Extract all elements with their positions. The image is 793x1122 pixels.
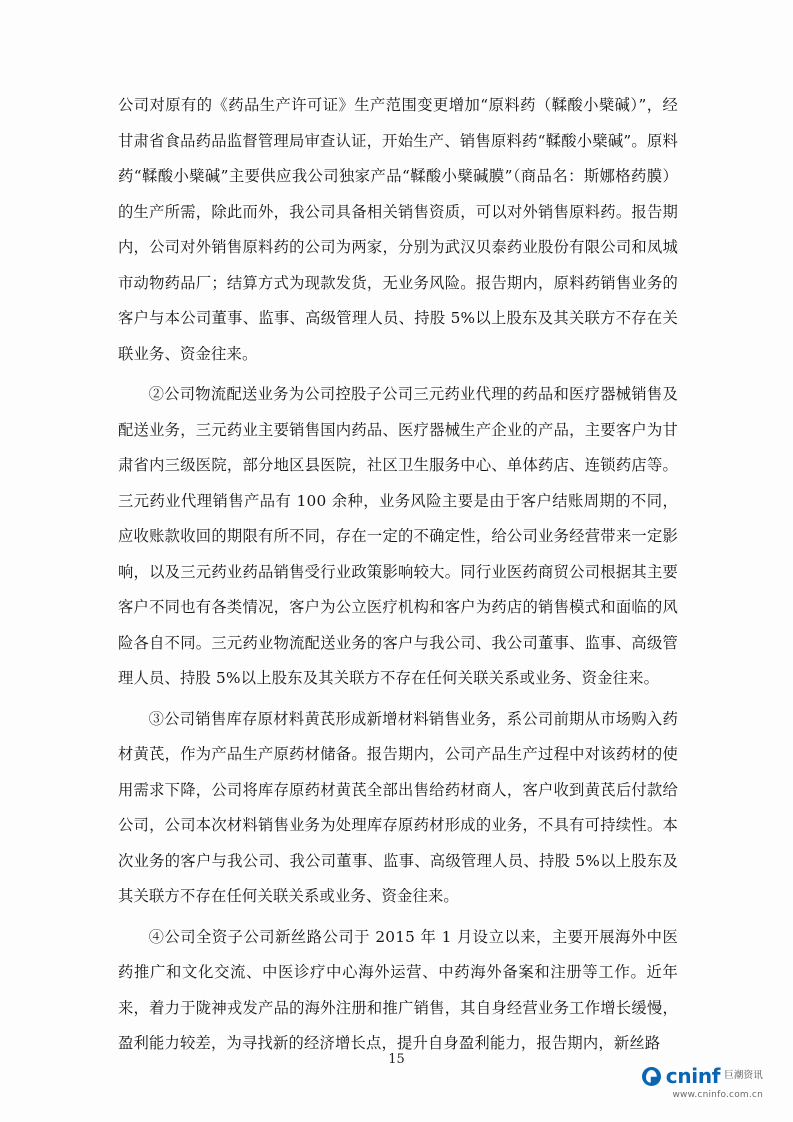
paragraph: ②公司物流配送业务为公司控股子公司三元药业代理的药品和医疗器械销售及配送业务，三元药业主要销售国内药品、医疗器械生产企业的产品，主要客户为甘肃省内三级医院，部分地区县医院，社区卫生服务中心、单体药店、连锁药店等。三元药业代理销售产品有 100 余种，业务风险主要是由于客户结账周期的不同，应收账款收回的期限有所不同，存在一定的不确定性，给公司业务经营带来一定影响，以及三元药业药品销售受行业政策影响较大。同行业医药商贸公司根据其主要客户不同也有各类情况，客户为公立医疗机构和客户为药店的销售模式和面临的风险各自不同。三元药业物流配送业务的客户与我公司、我公司董事、监事、高级管理人员、持股 5%以上股东及其关联方不存在任何关联关系或业务、资金往来。: [118, 385, 678, 687]
page-body: [118, 88, 678, 1067]
logo-subtitle: 巨潮资讯: [724, 1070, 763, 1082]
logo-url: www.cninfo.com.cn: [672, 1089, 763, 1100]
footer-logo: [642, 1065, 763, 1100]
paragraph: ④公司全资子公司新丝路公司于 2015 年 1 月设立以来，主要开展海外中医药推广和文化交流、中医诊疗中心海外运营、中药海外备案和注册等工作。近年来，着力于陇神戎发产品的海外注册和推广销售，其自身经营业务工作增长缓慢，盈利能力较差，为寻找新的经济增长点，提升自身盈利能力，报告期内，新丝路: [118, 927, 678, 1052]
logo-row: [642, 1065, 763, 1088]
paragraph: 公司对原有的《药品生产许可证》生产范围变更增加“原料药（鞣酸小檗碱）”，经甘肃省食品药品监督管理局审查认证，开始生产、销售原料药“鞣酸小檗碱”。原料药“鞣酸小檗碱”主要供应我公司独家产品“鞣酸小檗碱膜”（商品名：斯娜格药膜）的生产所需，除此而外，我公司具备相关销售资质，可以对外销售原料药。报告期内，公司对外销售原料药的公司为两家，分别为武汉贝泰药业股份有限公司和凤城市动物药品厂；结算方式为现款发货，无业务风险。报告期内，原料药销售业务的客户与本公司董事、监事、高级管理人员、持股 5%以上股东及其关联方不存在关联业务、资金往来。: [118, 96, 678, 363]
logo-wordmark: cninf: [665, 1063, 721, 1088]
paragraph: ③公司销售库存原材料黄芪形成新增材料销售业务，系公司前期从市场购入药材黄芪，作为产品生产原药材储备。报告期内，公司产品生产过程中对该药材的使用需求下降，公司将库存原药材黄芪全部出售给药材商人，客户收到黄芪后付款给公司，公司本次材料销售业务为处理库存原药材形成的业务，不具有可持续性。本次业务的客户与我公司、我公司董事、监事、高级管理人员、持股 5%以上股东及其关联方不存在任何关联关系或业务、资金往来。: [118, 709, 678, 905]
page-number: 15: [388, 1052, 405, 1067]
cninfo-logo-icon: [642, 1067, 661, 1086]
